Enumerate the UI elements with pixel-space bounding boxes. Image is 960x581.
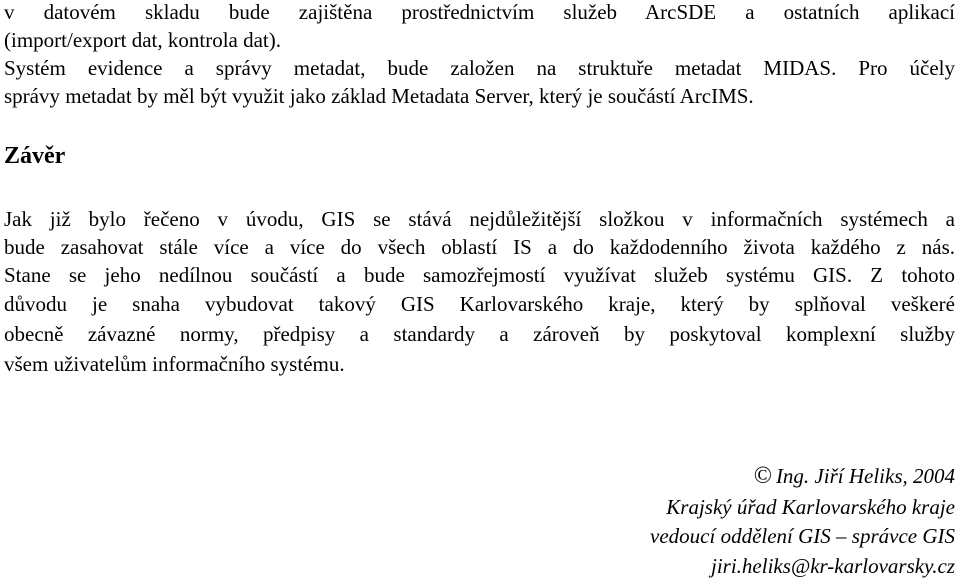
signature-author: [754, 462, 955, 490]
conclusion-line-2: bude zasahovat stále více a více do všech oblastí IS a do každodenního života každého z nás.: [4, 235, 955, 259]
conclusion-line-1: Jak již bylo řečeno v úvodu, GIS se stává nejdůležitější složkou v informačních systémech a: [4, 207, 955, 231]
signature-organization: Krajský úřad Karlovarského kraje: [666, 495, 955, 519]
intro-line-4: správy metadat by měl být využit jako základ Metadata Server, který je součástí ArcIMS.: [4, 84, 754, 108]
conclusion-line-4: důvodu je snaha vybudovat takový GIS Karlovarského kraje, který by splňoval veškeré: [4, 292, 955, 316]
document-page: [4, 0, 955, 581]
conclusion-line-6: všem uživatelům informačního systému.: [4, 352, 345, 376]
intro-line-2: (import/export dat, kontrola dat).: [4, 28, 282, 52]
conclusion-line-5: obecně závazné normy, předpisy a standardy a zároveň by poskytoval komplexní služby: [4, 322, 955, 346]
signature-position: vedoucí oddělení GIS – správce GIS: [650, 524, 955, 548]
intro-line-1: v datovém skladu bude zajištěna prostřednictvím služeb ArcSDE a ostatních aplikací: [4, 0, 955, 24]
intro-line-3: Systém evidence a správy metadat, bude založen na struktuře metadat MIDAS. Pro účely: [4, 56, 955, 80]
signature-email: jiri.heliks@kr-karlovarsky.cz: [710, 554, 955, 578]
copyright-symbol: ©: [753, 463, 772, 489]
conclusion-line-3: Stane se jeho nedílnou součástí a bude samozřejmostí využívat služeb systému GIS. Z tohoto: [4, 263, 955, 287]
section-heading-zaver: Závěr: [4, 143, 66, 169]
author-name: Ing. Jiří Heliks, 2004: [775, 464, 955, 488]
